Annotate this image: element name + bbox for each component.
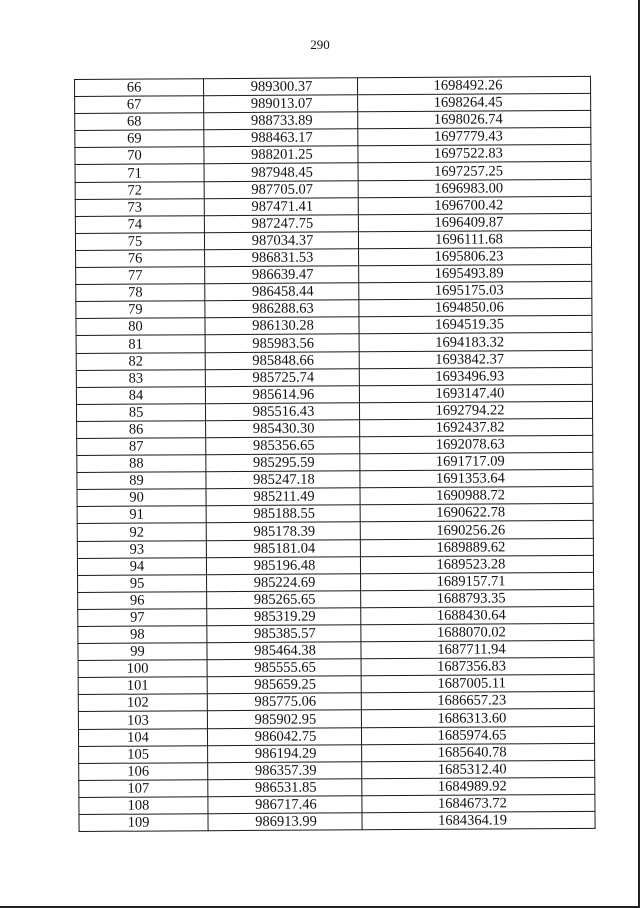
point-number-cell: 74	[75, 215, 204, 233]
point-number-cell: 79	[76, 301, 205, 319]
x-coordinate-cell: 986357.39	[208, 762, 362, 780]
point-number-cell: 109	[79, 814, 208, 832]
x-coordinate-cell: 988201.25	[204, 146, 358, 164]
y-coordinate-cell: 1697257.25	[358, 162, 591, 181]
x-coordinate-cell: 985211.49	[206, 488, 360, 506]
y-coordinate-cell: 1692794.22	[359, 401, 592, 420]
page-number: 290	[310, 37, 330, 52]
point-number-cell: 76	[76, 250, 205, 268]
point-number-cell: 99	[78, 643, 207, 661]
x-coordinate-cell: 985614.96	[205, 385, 359, 403]
y-coordinate-cell: 1688430.64	[361, 606, 594, 625]
y-coordinate-cell: 1690256.26	[360, 521, 593, 540]
point-number-cell: 98	[78, 626, 207, 644]
point-number-cell: 107	[79, 780, 208, 798]
x-coordinate-cell: 986913.99	[208, 813, 362, 831]
y-coordinate-cell: 1689523.28	[360, 555, 593, 574]
y-coordinate-cell: 1685312.40	[362, 760, 595, 779]
x-coordinate-cell: 985224.69	[207, 573, 361, 591]
x-coordinate-cell: 985430.30	[206, 420, 360, 438]
y-coordinate-cell: 1685974.65	[361, 726, 594, 745]
y-coordinate-cell: 1693496.93	[359, 367, 592, 386]
x-coordinate-cell: 986042.75	[207, 727, 361, 745]
point-number-cell: 81	[76, 335, 205, 353]
point-number-cell: 95	[78, 574, 207, 592]
y-coordinate-cell: 1698264.45	[358, 93, 591, 112]
x-coordinate-cell: 987034.37	[204, 232, 358, 250]
y-coordinate-cell: 1696700.42	[358, 196, 591, 215]
y-coordinate-cell: 1695806.23	[359, 247, 592, 266]
point-number-cell: 92	[77, 523, 206, 541]
point-number-cell: 67	[75, 96, 204, 114]
x-coordinate-cell: 985983.56	[205, 334, 359, 352]
y-coordinate-cell: 1694183.32	[359, 333, 592, 352]
x-coordinate-cell: 986130.28	[205, 317, 359, 335]
x-coordinate-cell: 985659.25	[207, 676, 361, 694]
point-number-cell: 83	[76, 369, 205, 387]
x-coordinate-cell: 985902.95	[207, 710, 361, 728]
y-coordinate-cell: 1689889.62	[360, 538, 593, 557]
y-coordinate-cell: 1688793.35	[361, 589, 594, 608]
point-number-cell: 71	[75, 164, 204, 182]
y-coordinate-cell: 1697522.83	[358, 145, 591, 164]
x-coordinate-cell: 985516.43	[205, 403, 359, 421]
point-number-cell: 87	[77, 438, 206, 456]
point-number-cell: 78	[76, 284, 205, 302]
point-number-cell: 108	[79, 797, 208, 815]
x-coordinate-cell: 985295.59	[206, 454, 360, 472]
y-coordinate-cell: 1685640.78	[362, 743, 595, 762]
y-coordinate-cell: 1698026.74	[358, 111, 591, 130]
coordinate-table-body	[75, 76, 596, 831]
point-number-cell: 94	[77, 557, 206, 575]
y-coordinate-cell: 1688070.02	[361, 623, 594, 642]
x-coordinate-cell: 988463.17	[204, 129, 358, 147]
y-coordinate-cell: 1696409.87	[358, 213, 591, 232]
x-coordinate-cell: 985319.29	[207, 608, 361, 626]
x-coordinate-cell: 985385.57	[207, 625, 361, 643]
x-coordinate-cell: 985775.06	[207, 693, 361, 711]
y-coordinate-cell: 1691353.64	[360, 469, 593, 488]
point-number-cell: 86	[77, 421, 206, 439]
x-coordinate-cell: 985265.65	[207, 591, 361, 609]
x-coordinate-cell: 987948.45	[204, 163, 358, 181]
y-coordinate-cell: 1692437.82	[360, 418, 593, 437]
point-number-cell: 91	[77, 506, 206, 524]
y-coordinate-cell: 1684673.72	[362, 794, 595, 813]
y-coordinate-cell: 1687356.83	[361, 658, 594, 677]
y-coordinate-cell: 1686313.60	[361, 709, 594, 728]
point-number-cell: 80	[76, 318, 205, 336]
point-number-cell: 84	[76, 386, 205, 404]
x-coordinate-cell: 986639.47	[205, 266, 359, 284]
point-number-cell: 102	[78, 694, 207, 712]
x-coordinate-cell: 989300.37	[204, 78, 358, 96]
x-coordinate-cell: 987705.07	[204, 180, 358, 198]
x-coordinate-cell: 985848.66	[205, 351, 359, 369]
y-coordinate-cell: 1696111.68	[358, 230, 591, 249]
point-number-cell: 73	[75, 198, 204, 216]
x-coordinate-cell: 987471.41	[204, 197, 358, 215]
y-coordinate-cell: 1692078.63	[360, 435, 593, 454]
x-coordinate-cell: 985464.38	[207, 642, 361, 660]
y-coordinate-cell: 1690622.78	[360, 504, 593, 523]
y-coordinate-cell: 1696983.00	[358, 179, 591, 198]
point-number-cell: 96	[78, 592, 207, 610]
y-coordinate-cell: 1695493.89	[359, 264, 592, 283]
x-coordinate-cell: 985555.65	[207, 659, 361, 677]
x-coordinate-cell: 985178.39	[206, 522, 360, 540]
point-number-cell: 77	[76, 267, 205, 285]
x-coordinate-cell: 986831.53	[205, 249, 359, 267]
point-number-cell: 105	[79, 745, 208, 763]
y-coordinate-cell: 1693147.40	[359, 384, 592, 403]
point-number-cell: 97	[78, 609, 207, 627]
point-number-cell: 93	[77, 540, 206, 558]
y-coordinate-cell: 1686657.23	[361, 692, 594, 711]
y-coordinate-cell: 1684364.19	[362, 811, 595, 830]
x-coordinate-cell: 985188.55	[206, 505, 360, 523]
y-coordinate-cell: 1691717.09	[360, 452, 593, 471]
point-number-cell: 66	[75, 79, 204, 97]
point-number-cell: 88	[77, 455, 206, 473]
y-coordinate-cell: 1695175.03	[359, 281, 592, 300]
point-number-cell: 89	[77, 472, 206, 490]
x-coordinate-cell: 985356.65	[206, 437, 360, 455]
table-row	[79, 811, 595, 831]
point-number-cell: 72	[75, 181, 204, 199]
x-coordinate-cell: 986531.85	[208, 779, 362, 797]
y-coordinate-cell: 1698492.26	[357, 76, 590, 95]
point-number-cell: 104	[78, 728, 207, 746]
point-number-cell: 85	[76, 403, 205, 421]
y-coordinate-cell: 1684989.92	[362, 777, 595, 796]
x-coordinate-cell: 988733.89	[204, 112, 358, 130]
x-coordinate-cell: 985725.74	[205, 368, 359, 386]
x-coordinate-cell: 986717.46	[208, 796, 362, 814]
x-coordinate-cell: 985181.04	[206, 539, 360, 557]
y-coordinate-cell: 1690988.72	[360, 487, 593, 506]
x-coordinate-cell: 986194.29	[208, 744, 362, 762]
y-coordinate-cell: 1693842.37	[359, 350, 592, 369]
x-coordinate-cell: 985247.18	[206, 471, 360, 489]
y-coordinate-cell: 1689157.71	[361, 572, 594, 591]
x-coordinate-cell: 987247.75	[204, 215, 358, 233]
point-number-cell: 70	[75, 147, 204, 165]
point-number-cell: 69	[75, 130, 204, 148]
x-coordinate-cell: 989013.07	[204, 95, 358, 113]
point-number-cell: 106	[79, 762, 208, 780]
y-coordinate-cell: 1694850.06	[359, 299, 592, 318]
x-coordinate-cell: 986288.63	[205, 300, 359, 318]
y-coordinate-cell: 1694519.35	[359, 316, 592, 335]
point-number-cell: 100	[78, 660, 207, 678]
point-number-cell: 103	[78, 711, 207, 729]
point-number-cell: 90	[77, 489, 206, 507]
y-coordinate-cell: 1687711.94	[361, 640, 594, 659]
coordinate-table-container	[74, 76, 595, 832]
y-coordinate-cell: 1687005.11	[361, 675, 594, 694]
point-number-cell: 101	[78, 677, 207, 695]
x-coordinate-cell: 985196.48	[206, 556, 360, 574]
point-number-cell: 82	[76, 352, 205, 370]
x-coordinate-cell: 986458.44	[205, 283, 359, 301]
point-number-cell: 68	[75, 113, 204, 131]
point-number-cell: 75	[75, 233, 204, 251]
y-coordinate-cell: 1697779.43	[358, 128, 591, 147]
coordinate-table	[74, 76, 596, 832]
